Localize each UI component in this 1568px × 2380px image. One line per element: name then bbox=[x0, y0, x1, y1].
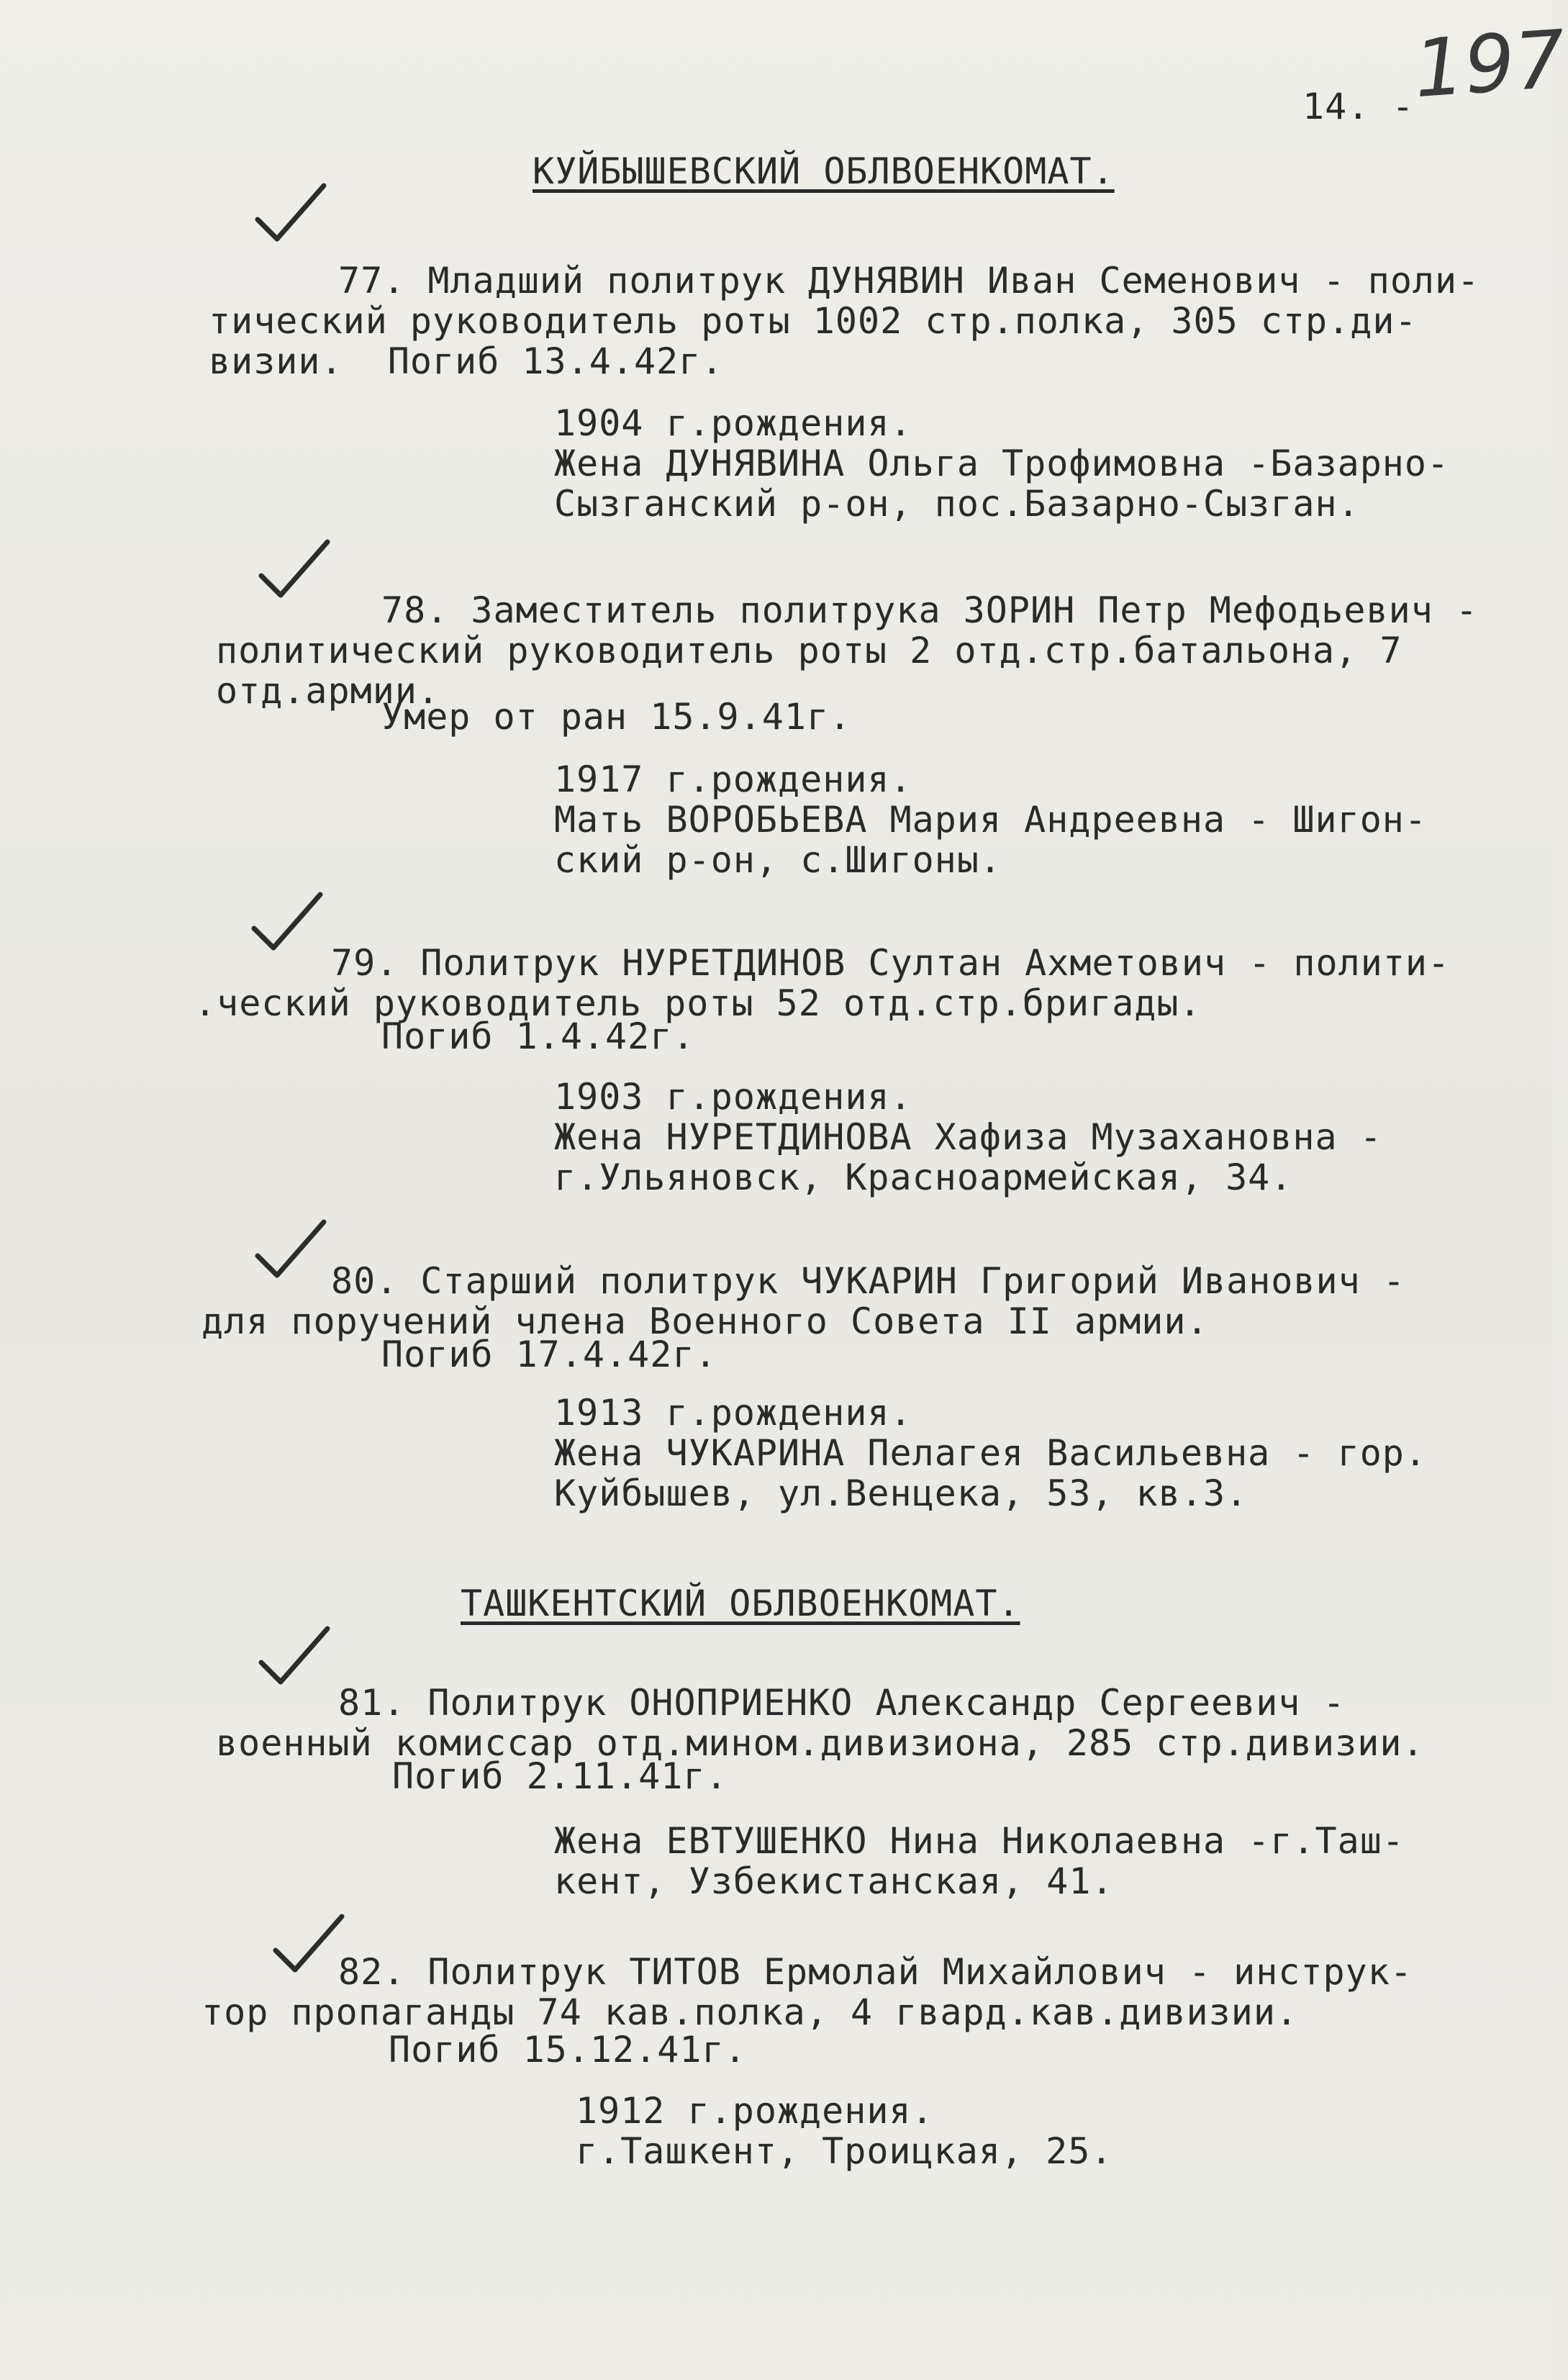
entry-detail: ский р-он, с.Шигоны. bbox=[554, 839, 1002, 881]
entry-line: .ческий руководитель роты 52 отд.стр.бригады. bbox=[194, 982, 1202, 1024]
checkmark-icon bbox=[255, 1623, 335, 1688]
entry-line: военный комиссар отд.мином.дивизиона, 285 стр.дивизии. bbox=[216, 1722, 1425, 1764]
entry-line: визии. Погиб 13.4.42г. bbox=[209, 340, 724, 382]
entry-line: 78. Заместитель политрука ЗОРИН Петр Мефодьевич - bbox=[381, 589, 1479, 631]
entry-line: Погиб 17.4.42г. bbox=[381, 1334, 717, 1375]
entry-detail: 1917 г.рождения. bbox=[554, 759, 912, 800]
entry-line: Погиб 2.11.41г. bbox=[392, 1755, 728, 1797]
section-heading-kuibyshev: КУЙБЫШЕВСКИЙ ОБЛВОЕНКОМАТ. bbox=[533, 150, 1115, 192]
entry-line: 77. Младший политрук ДУНЯВИН Иван Семенович - поли- bbox=[338, 260, 1480, 302]
entry-line: Погиб 1.4.42г. bbox=[381, 1015, 695, 1057]
checkmark-icon bbox=[252, 1216, 331, 1281]
entry-detail: Сызганский р-он, пос.Базарно-Сызган. bbox=[554, 483, 1360, 525]
entry-line: 80. Старший политрук ЧУКАРИН Григорий Иванович - bbox=[331, 1260, 1405, 1302]
entry-detail: 1912 г.рождения. bbox=[576, 2090, 934, 2132]
entry-detail: 1913 г.рождения. bbox=[554, 1392, 912, 1434]
checkmark-icon bbox=[255, 536, 335, 601]
entry-detail: г.Ульяновск, Красноармейская, 34. bbox=[554, 1157, 1293, 1198]
entry-line: 79. Политрук НУРЕТДИНОВ Султан Ахметович - полити- bbox=[331, 942, 1451, 984]
entry-line: 81. Политрук ОНОПРИЕНКО Александр Сергеевич - bbox=[338, 1682, 1346, 1724]
entry-detail: 1903 г.рождения. bbox=[554, 1076, 912, 1118]
entry-line: 82. Политрук ТИТОВ Ермолай Михайлович - инструк- bbox=[338, 1951, 1413, 1993]
entry-detail: кент, Узбекистанская, 41. bbox=[554, 1860, 1114, 1902]
entry-detail: Жена ЧУКАРИНА Пелагея Васильевна - гор. bbox=[554, 1432, 1427, 1474]
checkmark-icon bbox=[252, 180, 331, 245]
checkmark-icon bbox=[248, 889, 327, 954]
entry-line: отд.армии. bbox=[216, 670, 440, 712]
entry-line: тический руководитель роты 1002 стр.полка, 305 стр.ди- bbox=[209, 300, 1418, 342]
entry-line: политический руководитель роты 2 отд.стр.батальона, 7 bbox=[216, 630, 1402, 671]
entry-line: Умер от ран 15.9.41г. bbox=[381, 696, 852, 738]
section-heading-tashkent: ТАШКЕНТСКИЙ ОБЛВОЕНКОМАТ. bbox=[461, 1583, 1020, 1624]
entry-detail: г.Ташкент, Троицкая, 25. bbox=[576, 2130, 1113, 2172]
entry-line: тор пропаганды 74 кав.полка, 4 гвард.кав.дивизии. bbox=[201, 1991, 1299, 2033]
entry-line: Погиб 15.12.41г. bbox=[389, 2029, 747, 2071]
entry-detail: Мать ВОРОБЬЕВА Мария Андреевна - Шигон- bbox=[554, 799, 1427, 841]
entry-detail: 1904 г.рождения. bbox=[554, 402, 912, 444]
page-number: 14. - bbox=[1302, 86, 1415, 127]
checkmark-icon bbox=[270, 1911, 349, 1976]
entry-detail: Жена ЕВТУШЕНКО Нина Николаевна -г.Таш- bbox=[554, 1820, 1405, 1862]
entry-detail: Жена НУРЕТДИНОВА Хафиза Музахановна - bbox=[554, 1116, 1382, 1158]
entry-detail: Куйбышев, ул.Венцека, 53, кв.3. bbox=[554, 1472, 1248, 1514]
entry-line: для поручений члена Военного Совета II армии. bbox=[201, 1300, 1209, 1342]
archive-page-number: 197 bbox=[1410, 12, 1568, 116]
entry-detail: Жена ДУНЯВИНА Ольга Трофимовна -Базарно- bbox=[554, 443, 1450, 484]
